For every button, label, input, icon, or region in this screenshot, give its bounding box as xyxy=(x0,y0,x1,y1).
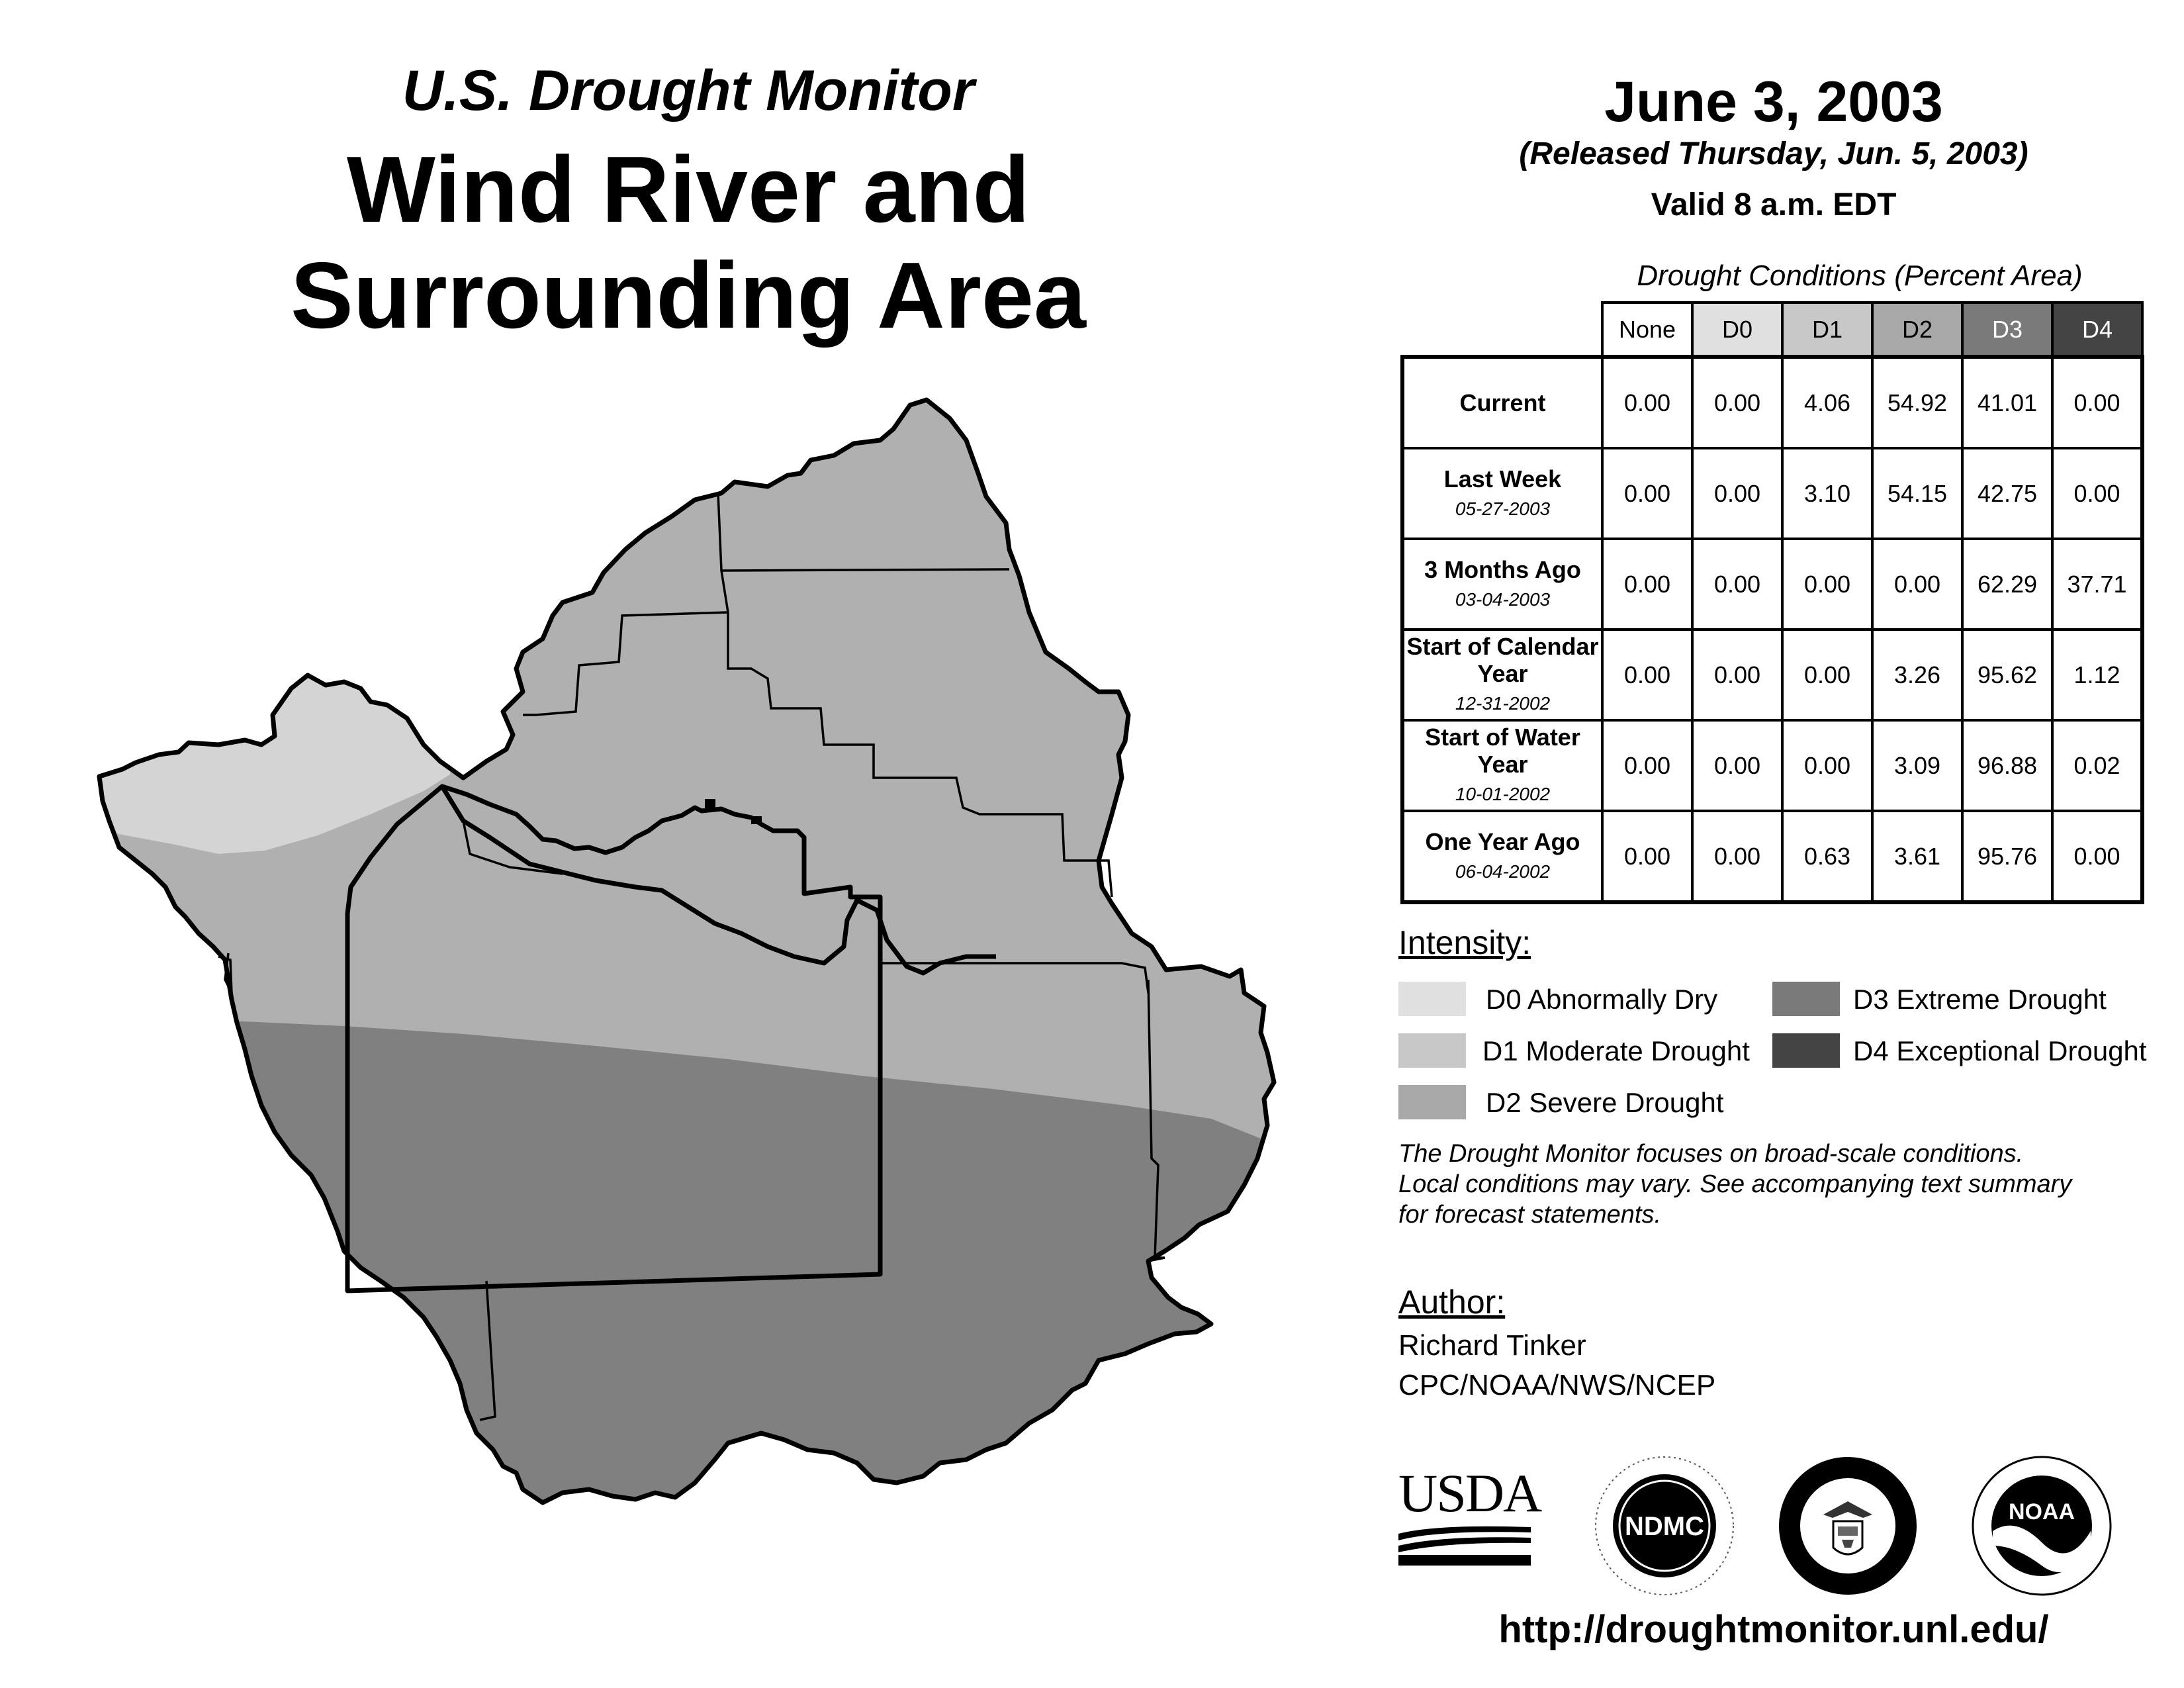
legend-label-d2: D2 Severe Drought xyxy=(1486,1087,1724,1118)
row-label-text: Current xyxy=(1459,389,1546,416)
table-cell: 3.09 xyxy=(1872,720,1962,811)
map-title-line-1: Wind River and xyxy=(346,137,1030,242)
table-row xyxy=(1402,448,2142,539)
row-label xyxy=(1402,448,1602,539)
commerce-seal xyxy=(1777,1455,1919,1597)
row-label-text: 3 Months Ago xyxy=(1424,555,1581,583)
release-date: (Released Thursday, Jun. 5, 2003) xyxy=(1519,136,2028,171)
row-label xyxy=(1402,539,1602,630)
row-label-text: Last Week xyxy=(1443,465,1562,492)
disclaimer-line-1: The Drought Monitor focuses on broad-scale conditions. xyxy=(1398,1140,2024,1168)
disclaimer-text xyxy=(1398,1139,2160,1230)
table-row xyxy=(1402,630,2142,720)
drought-conditions-table xyxy=(1400,301,2144,904)
table-cell: 0.00 xyxy=(2052,357,2142,448)
table-cell: 0.00 xyxy=(1692,720,1782,811)
usda-logo xyxy=(1398,1463,1541,1562)
table-cell: 37.71 xyxy=(2052,539,2142,630)
row-label-text: Start of Water Year xyxy=(1425,724,1580,778)
table-cell: 0.00 xyxy=(1692,357,1782,448)
map-title-line-2: Surrounding Area xyxy=(291,243,1086,348)
table-cell: 0.00 xyxy=(1872,539,1962,630)
table-row xyxy=(1402,720,2142,811)
table-caption: Drought Conditions (Percent Area) xyxy=(1637,259,2083,292)
col-header-d2: D2 xyxy=(1872,303,1962,357)
table-cell: 96.88 xyxy=(1962,720,2052,811)
table-cell: 4.06 xyxy=(1782,357,1872,448)
table-cell: 0.00 xyxy=(1602,448,1692,539)
table-cell: 0.00 xyxy=(1692,630,1782,720)
table-cell: 54.92 xyxy=(1872,357,1962,448)
map-date: June 3, 2003 xyxy=(1604,70,1943,134)
table-cell: 3.10 xyxy=(1782,448,1872,539)
row-label xyxy=(1402,630,1602,720)
row-label xyxy=(1402,811,1602,902)
row-label xyxy=(1402,720,1602,811)
table-cell: 0.00 xyxy=(1782,630,1872,720)
legend-swatch-d0 xyxy=(1398,982,1466,1016)
table-cell: 0.00 xyxy=(1602,811,1692,902)
row-label-text: One Year Ago xyxy=(1425,827,1580,855)
author-org: CPC/NOAA/NWS/NCEP xyxy=(1398,1369,1716,1401)
usda-logo-text: USDA xyxy=(1398,1463,1541,1523)
ndmc-logo xyxy=(1592,1453,1737,1599)
row-date: 03-04-2003 xyxy=(1455,588,1551,610)
table-corner xyxy=(1402,303,1602,357)
ndmc-logo-text: NDMC xyxy=(1625,1512,1704,1541)
col-header-d3: D3 xyxy=(1962,303,2052,357)
legend-swatch-d3 xyxy=(1772,982,1840,1016)
table-cell: 0.02 xyxy=(2052,720,2142,811)
source-url[interactable]: http://droughtmonitor.unl.edu/ xyxy=(1498,1608,2049,1651)
table-cell: 3.26 xyxy=(1872,630,1962,720)
table-cell: 0.00 xyxy=(1692,811,1782,902)
row-label xyxy=(1402,357,1602,448)
map-subtitle: U.S. Drought Monitor xyxy=(402,59,975,122)
table-cell: 0.00 xyxy=(1602,539,1692,630)
table-row xyxy=(1402,357,2142,448)
col-header-d4: D4 xyxy=(2052,303,2142,357)
table-cell: 0.00 xyxy=(1602,357,1692,448)
legend-swatch-d4 xyxy=(1772,1033,1840,1068)
legend-label-d4: D4 Exceptional Drought xyxy=(1853,1035,2147,1066)
table-row xyxy=(1402,539,2142,630)
table-cell: 41.01 xyxy=(1962,357,2052,448)
map-marker xyxy=(705,799,715,808)
table-cell: 0.00 xyxy=(1692,539,1782,630)
map-marker xyxy=(751,816,762,824)
disclaimer-line-3: for forecast statements. xyxy=(1398,1201,1662,1229)
legend-label-d0: D0 Abnormally Dry xyxy=(1486,984,1718,1015)
row-date: 05-27-2003 xyxy=(1455,498,1551,519)
table-cell: 62.29 xyxy=(1962,539,2052,630)
table-cell: 42.75 xyxy=(1962,448,2052,539)
author-label: Author: xyxy=(1398,1284,1506,1321)
row-date: 10-01-2002 xyxy=(1455,784,1551,804)
valid-time: Valid 8 a.m. EDT xyxy=(1651,187,1897,222)
table-cell: 1.12 xyxy=(2052,630,2142,720)
legend-swatch-d1 xyxy=(1398,1033,1466,1068)
col-header-d0: D0 xyxy=(1692,303,1782,357)
table-cell: 0.00 xyxy=(1692,448,1782,539)
intensity-label: Intensity: xyxy=(1398,924,1531,961)
table-row xyxy=(1402,811,2142,902)
legend-label-d1: D1 Moderate Drought xyxy=(1482,1035,1750,1066)
legend-label-d3: D3 Extreme Drought xyxy=(1853,984,2107,1015)
noaa-logo-text: NOAA xyxy=(2008,1499,2075,1524)
author-name: Richard Tinker xyxy=(1398,1329,1586,1362)
table-cell: 54.15 xyxy=(1872,448,1962,539)
usda-wave-icon xyxy=(1398,1521,1531,1567)
col-header-none: None xyxy=(1602,303,1692,357)
d3-extreme-area xyxy=(199,1019,1277,1589)
table-cell: 0.63 xyxy=(1782,811,1872,902)
row-date: 06-04-2002 xyxy=(1455,861,1551,882)
noaa-logo xyxy=(1969,1453,2115,1599)
table-cell: 0.00 xyxy=(1782,539,1872,630)
legend-swatch-d2 xyxy=(1398,1085,1466,1119)
table-cell: 0.00 xyxy=(1602,630,1692,720)
table-cell: 95.62 xyxy=(1962,630,2052,720)
row-label-text: Start of Calendar Year xyxy=(1406,633,1599,687)
table-cell: 3.61 xyxy=(1872,811,1962,902)
table-cell: 0.00 xyxy=(2052,811,2142,902)
row-date: 12-31-2002 xyxy=(1455,693,1551,714)
table-cell: 0.00 xyxy=(1782,720,1872,811)
table-cell: 95.76 xyxy=(1962,811,2052,902)
table-cell: 0.00 xyxy=(1602,720,1692,811)
col-header-d1: D1 xyxy=(1782,303,1872,357)
disclaimer-line-2: Local conditions may vary. See accompanying text summary xyxy=(1398,1170,2072,1198)
table-cell: 0.00 xyxy=(2052,448,2142,539)
